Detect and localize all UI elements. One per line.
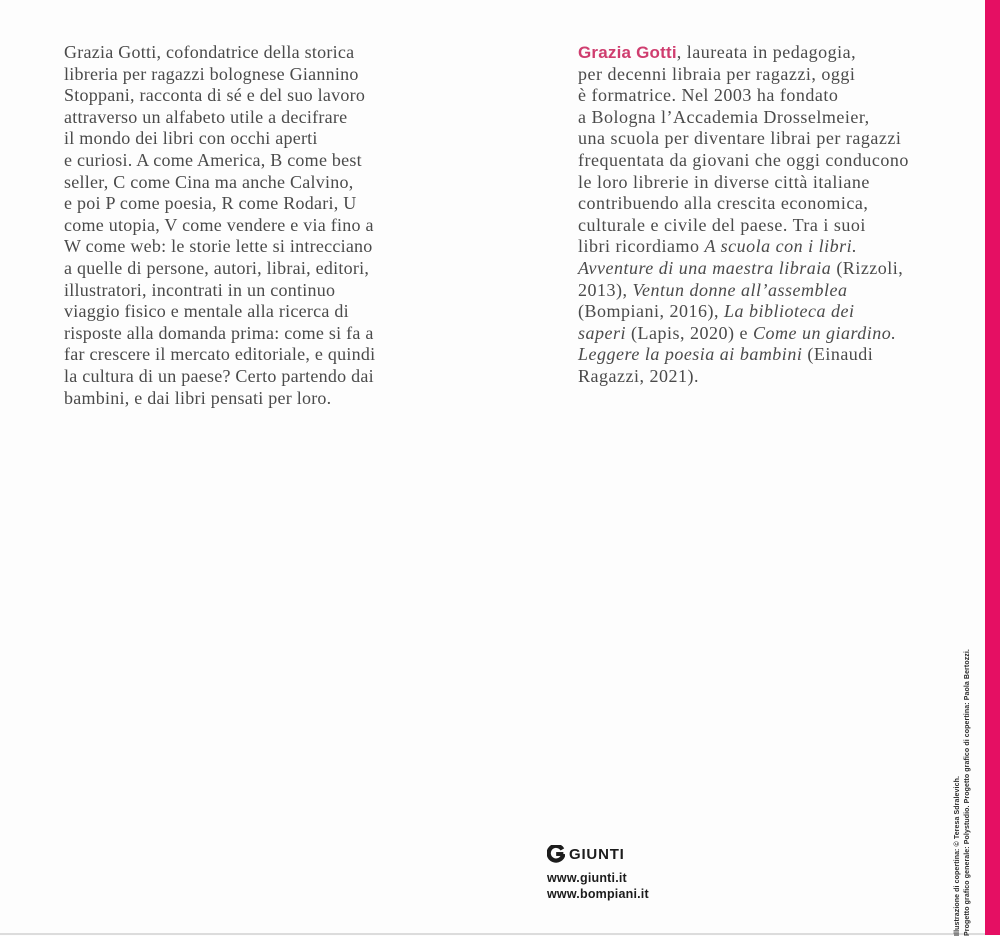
giunti-logo xyxy=(547,845,649,863)
publisher-block xyxy=(547,845,649,902)
giunti-logo-text: GIUNTI xyxy=(569,845,625,863)
spine-accent-stripe xyxy=(985,0,1000,935)
left-column-bio-text: Grazia Gotti, cofondatrice della storica libreria per ragazzi bolognese Giannino Stoppani, racconta di sé e del suo lavoro attraverso un alfabeto utile a decifrare il mondo dei libri con occhi aperti e curiosi. A come America, B come best seller, C come Cina ma anche Calvino, e poi P come poesia, R come Rodari, U come utopia, V come vendere e via fino a W come web: le storie lette si intrecciano a quelle di persone, autori, librai, editori, illustratori, incontrati in un continuo viaggio fisico e mentale alla ricerca di risposte alla domanda prima: come si fa a far crescere il mercato editoriale, e quindi la cultura di un paese? Certo partendo dai bambini, e dai libri pensati per loro. xyxy=(64,42,376,408)
credits-vertical-text: Illustrazione di copertina: © Teresa Sdralevich. Progetto grafico generale: Polystudio. Progetto grafico di copertina: Paola Bertozzi. xyxy=(954,649,971,936)
right-column-author-bio-text: Grazia Gotti, laureata in pedagogia, per decenni libraia per ragazzi, oggi è formatrice. Nel 2003 ha fondato a Bologna l’Accademia Drosselmeier, una scuola per diventare librai per ragazzi frequentata da giovani che oggi conducono le loro librerie in diverse città italiane contribuendo alla crescita economica, culturale e civile del paese. Tra i suoi libri ricordiamo A scuola con i libri. Avventure di una maestra libraia (Rizzoli, 2013), Ventun donne all’assemblea (Bompiani, 2016), La biblioteca dei saperi (Lapis, 2020) e Come un giardino. Leggere la poesia ai bambini (Einaudi Ragazzi, 2021). xyxy=(578,42,909,386)
bompiani-url: www.bompiani.it xyxy=(547,886,649,901)
publisher-urls xyxy=(547,871,649,902)
giunti-url: www.giunti.it xyxy=(547,871,627,885)
giunti-g-icon xyxy=(547,845,565,863)
